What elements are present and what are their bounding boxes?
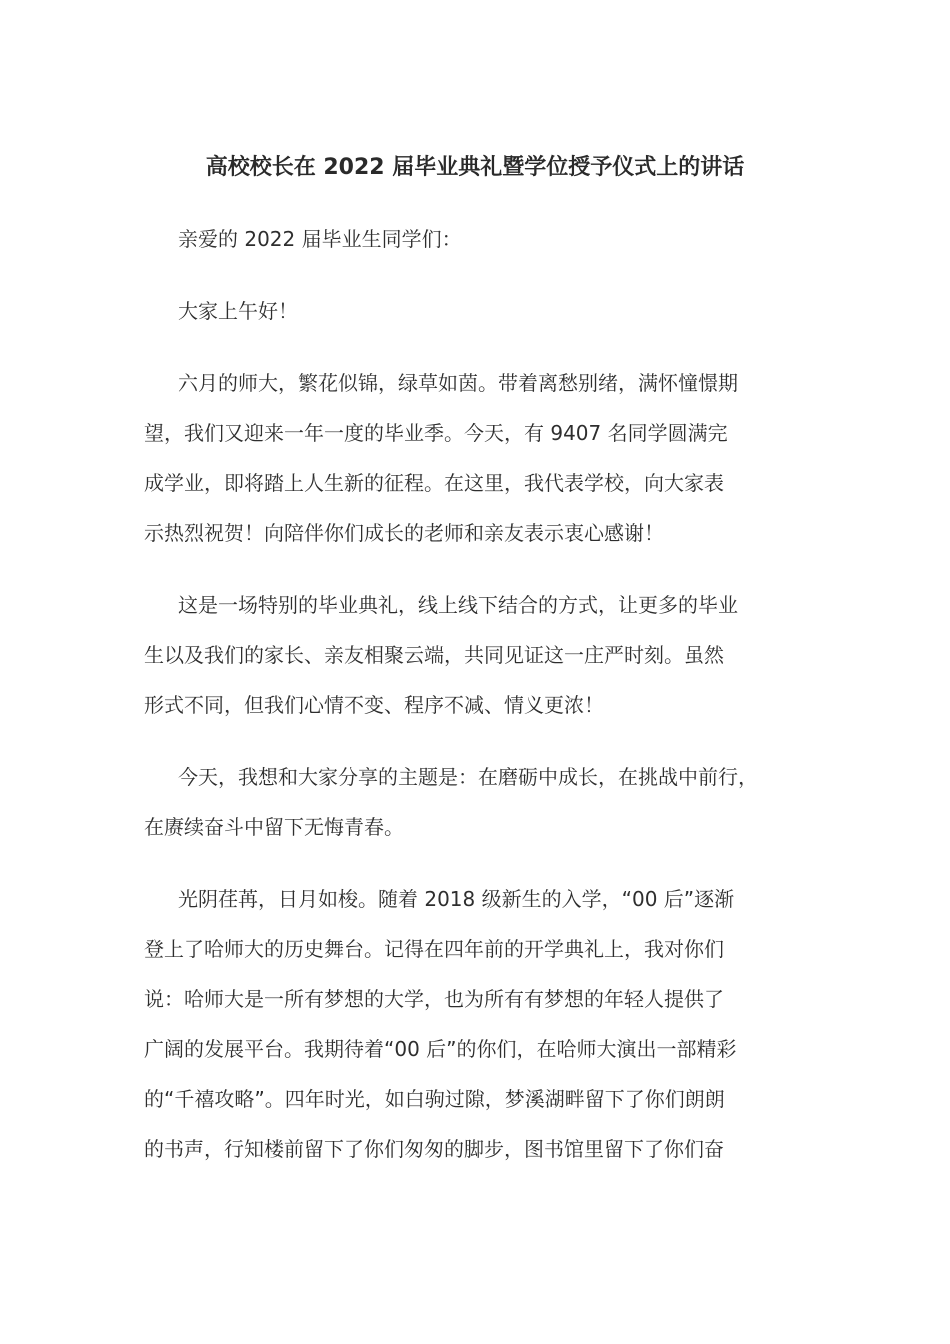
paragraph-salutation xyxy=(144,214,824,264)
paragraph-line: 说：哈师大是一所有梦想的大学，也为所有有梦想的年轻人提供了 xyxy=(144,987,724,1011)
paragraph-line: 亲爱的 2022 届毕业生同学们： xyxy=(178,227,462,251)
paragraph-line: 这是一场特别的毕业典礼，线上线下结合的方式，让更多的毕业 xyxy=(178,593,738,617)
paragraph-line: 的“千禧攻略”。四年时光，如白驹过隙，梦溪湖畔留下了你们朗朗 xyxy=(144,1087,725,1111)
paragraph-line: 形式不同，但我们心情不变、程序不减、情义更浓！ xyxy=(144,693,604,717)
paragraph-line: 广阔的发展平台。我期待着“00 后”的你们，在哈师大演出一部精彩 xyxy=(144,1037,737,1061)
document-title: 高校校长在 2022 届毕业典礼暨学位授予仪式上的讲话 xyxy=(205,155,745,180)
paragraph-line: 大家上午好！ xyxy=(178,299,298,323)
paragraph-greeting xyxy=(144,286,824,336)
paragraph-line: 望，我们又迎来一年一度的毕业季。今天，有 9407 名同学圆满完 xyxy=(144,421,728,445)
paragraph-theme xyxy=(144,752,824,852)
paragraph-time-flies xyxy=(144,874,824,1174)
paragraph-line: 的书声，行知楼前留下了你们匆匆的脚步，图书馆里留下了你们奋 xyxy=(144,1137,724,1161)
paragraph-line: 光阴荏苒，日月如梭。随着 2018 级新生的入学，“00 后”逐渐 xyxy=(178,887,735,911)
paragraph-line: 生以及我们的家长、亲友相聚云端，共同见证这一庄严时刻。虽然 xyxy=(144,643,724,667)
paragraph-special-ceremony xyxy=(144,580,824,730)
paragraph-line: 在赓续奋斗中留下无悔青春。 xyxy=(144,815,404,839)
paragraph-june xyxy=(144,358,824,558)
paragraph-line: 登上了哈师大的历史舞台。记得在四年前的开学典礼上，我对你们 xyxy=(144,937,724,961)
paragraph-line: 示热烈祝贺！向陪伴你们成长的老师和亲友表示衷心感谢！ xyxy=(144,521,664,545)
paragraph-line: 今天，我想和大家分享的主题是：在磨砺中成长，在挑战中前行， xyxy=(178,765,758,789)
paragraph-line: 六月的师大，繁花似锦，绿草如茵。带着离愁别绪，满怀憧憬期 xyxy=(178,371,738,395)
paragraph-line: 成学业，即将踏上人生新的征程。在这里，我代表学校，向大家表 xyxy=(144,471,724,495)
